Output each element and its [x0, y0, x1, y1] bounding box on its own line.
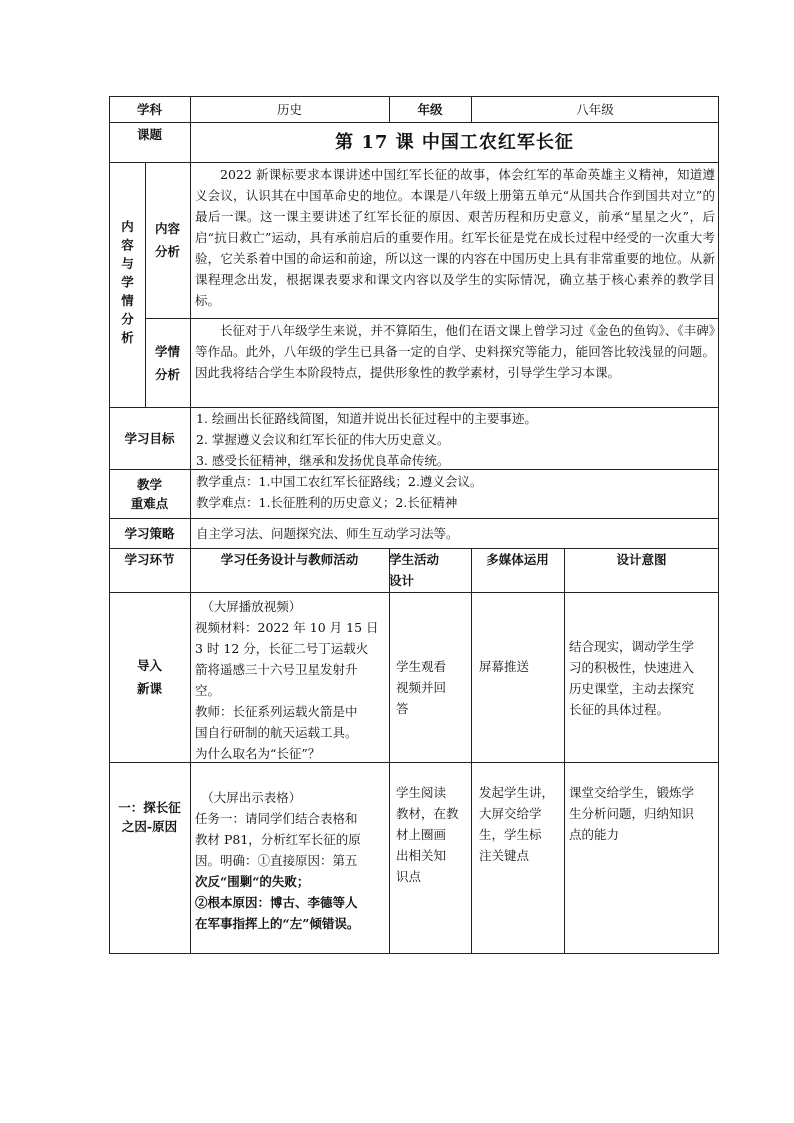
keypoints-text — [196, 471, 716, 517]
student-label-line2: 分析 — [154, 366, 180, 382]
content-analysis-text: 2022 新课标要求本课讲述中国红军长征的故事，体会红军的革命英雄主义精神，知道遵义会议，认识其在中国革命史的地位。本课是八年级上册第五单元“从国共合作到国共对立”的最后一课。这一课主要讲述了红军长征的原因、艰苦历程和历史意义，前承“星星之火”，后启“抗日救亡”运动，具有承前启后的重要作用。红军长征是党在成长过程中经受的一次重大考验，它关系着中国的命运和前途，所以这一课的内容在中国历史上具有非常重要的地位。从新课程理念出发，根据课表要求和课文内容以及学生的实际情况，确立基于核心素养的教学目标。 — [195, 167, 715, 308]
process-col-media: 多媒体运用 — [486, 552, 549, 567]
process-col-task: 学习任务设计与教师活动 — [220, 552, 359, 567]
task-line: 教师：长征系列运载火箭是中 — [195, 704, 358, 719]
intro-media — [479, 656, 563, 680]
goal-item: 1. 绘画出长征路线简图，知道并说出长征过程中的主要事迹。 — [196, 411, 537, 426]
student-analysis-label — [145, 318, 190, 407]
content-analysis-label — [145, 162, 190, 318]
student-line: 出相关知 — [396, 848, 447, 863]
task-line: （大屏播放视频） — [201, 599, 302, 614]
analysis-section-text: 内容与学情分析 — [119, 219, 135, 350]
task-line: 3 时 12 分，长征二号丁运载火 — [195, 641, 369, 656]
table-rule — [145, 318, 719, 319]
process-col-student-line2: 设计 — [389, 573, 415, 588]
student-line: 教材，在教 — [396, 806, 459, 821]
task-line: 在军事指挥上的“左”倾错误。 — [195, 916, 360, 931]
cause-intent — [569, 782, 717, 852]
student-line: 视频并回 — [396, 680, 447, 695]
process-col-stage: 学习环节 — [124, 552, 175, 567]
table-rule — [564, 548, 565, 954]
stage-intro — [109, 592, 190, 762]
keypoints-label — [109, 469, 190, 518]
keypoint-line: 教学难点：1.长征胜利的历史意义；2.长征精神 — [196, 495, 458, 510]
stage-intro-line2: 新课 — [136, 681, 162, 696]
task-line: 任务一：请同学们结合表格和 — [195, 811, 358, 826]
student-line: 学生阅读 — [396, 785, 447, 800]
grade-label: 年级 — [417, 102, 443, 117]
student-line: 学生观看 — [396, 659, 447, 674]
stage-cause — [109, 762, 190, 862]
media-line: 生，学生标 — [479, 827, 542, 842]
intro-student-activity — [396, 656, 470, 726]
strategy-text: 自主学习法、问题探究法、师生互动学习法等。 — [196, 525, 459, 541]
lesson-plan-table — [109, 96, 719, 954]
subject-label: 学科 — [136, 102, 162, 117]
goals-label: 学习目标 — [124, 430, 175, 446]
cause-student-activity — [396, 782, 470, 892]
goals-list — [196, 408, 716, 468]
goal-item: 2. 掌握遵义会议和红军长征的伟大历史意义。 — [196, 432, 450, 447]
grade-value: 八年级 — [576, 102, 614, 117]
table-rule — [109, 162, 719, 163]
task-line: 箭将遥感三十六号卫星发射升 — [195, 662, 358, 677]
content-label-line1: 内容 — [154, 221, 180, 236]
intro-task — [195, 596, 387, 760]
media-line: 注关键点 — [479, 848, 530, 863]
media-line: 大屏交给学 — [479, 806, 542, 821]
table-rule — [190, 592, 191, 954]
intent-line: 生分析问题，归纳知识 — [569, 806, 695, 821]
task-line: （大屏出示表格） — [201, 790, 302, 805]
process-col-intent: 设计意图 — [616, 552, 667, 567]
keypoints-label-line1: 教学 — [136, 476, 162, 492]
task-line: 为什么取名为“长征”？ — [195, 746, 321, 761]
task-line: 因。明确：①直接原因：第五 — [195, 853, 358, 868]
topic-label: 课题 — [136, 127, 162, 142]
intent-line: 结合现实，调动学生学 — [569, 639, 695, 654]
intent-line: 历史课堂，主动去探究 — [569, 681, 695, 696]
strategy-label: 学习策略 — [124, 525, 175, 541]
table-border-bottom — [109, 953, 719, 954]
goal-item: 3. 感受长征精神，继承和发扬优良革命传统。 — [196, 453, 450, 468]
process-col-student — [389, 550, 471, 592]
task-line: 次反“围剿“的失败； — [195, 874, 310, 889]
media-line: 屏幕推送 — [479, 659, 530, 674]
task-line: ②根本原因：博古、李德等人 — [195, 895, 358, 910]
keypoints-label-line2: 重难点 — [130, 495, 169, 511]
stage-cause-line1: 一：探长征 — [118, 800, 181, 815]
cause-task — [195, 787, 387, 937]
analysis-section-label — [109, 162, 145, 407]
student-label-line1: 学情 — [154, 343, 180, 359]
intent-line: 习的积极性，快速进入 — [569, 660, 695, 675]
process-col-student-line1: 学生活动 — [389, 552, 440, 567]
task-line: 国自行研制的航天运载工具。 — [195, 725, 358, 740]
task-line: 视频材料：2022 年 10 月 15 日 — [195, 620, 379, 635]
table-rule — [389, 548, 390, 954]
table-border-right — [718, 96, 719, 954]
keypoint-line: 教学重点：1.中国工农红军长征路线；2.遵义会议。 — [196, 474, 483, 489]
table-rule — [109, 592, 719, 593]
intent-line: 课堂交给学生，锻炼学 — [569, 785, 695, 800]
intent-line: 长征的具体过程。 — [569, 702, 670, 717]
page-title: 第 17 课 中国工农红军长征 — [335, 131, 574, 153]
task-line: 教材 P81，分析红军长征的原 — [195, 832, 361, 847]
task-line: 空。 — [195, 683, 221, 698]
intent-line: 点的能力 — [569, 827, 620, 842]
media-line: 发起学生讲， — [479, 785, 555, 800]
table-rule — [109, 548, 719, 549]
student-analysis-text: 长征对于八年级学生来说，并不算陌生，他们在语文课上曾学习过《金色的鱼钩》、《丰碑》等作品。此外，八年级的学生已具备一定的自学、史料探究等能力，能回答比较浅显的问题。因此我将结合学生本阶段特点，提供形象性的教学素材，引导学生学习本课。 — [195, 323, 715, 380]
cause-media — [479, 782, 563, 872]
stage-intro-line1: 导入 — [136, 658, 162, 673]
subject-value: 历史 — [276, 102, 302, 117]
table-rule — [190, 162, 191, 408]
stage-cause-line2: 之因-原因 — [121, 819, 178, 834]
student-line: 材上圈画 — [396, 827, 447, 842]
content-label-line2: 分析 — [154, 244, 180, 259]
intro-intent — [569, 636, 717, 726]
student-line: 识点 — [396, 869, 422, 884]
student-line: 答 — [396, 701, 409, 716]
table-rule — [471, 548, 472, 954]
